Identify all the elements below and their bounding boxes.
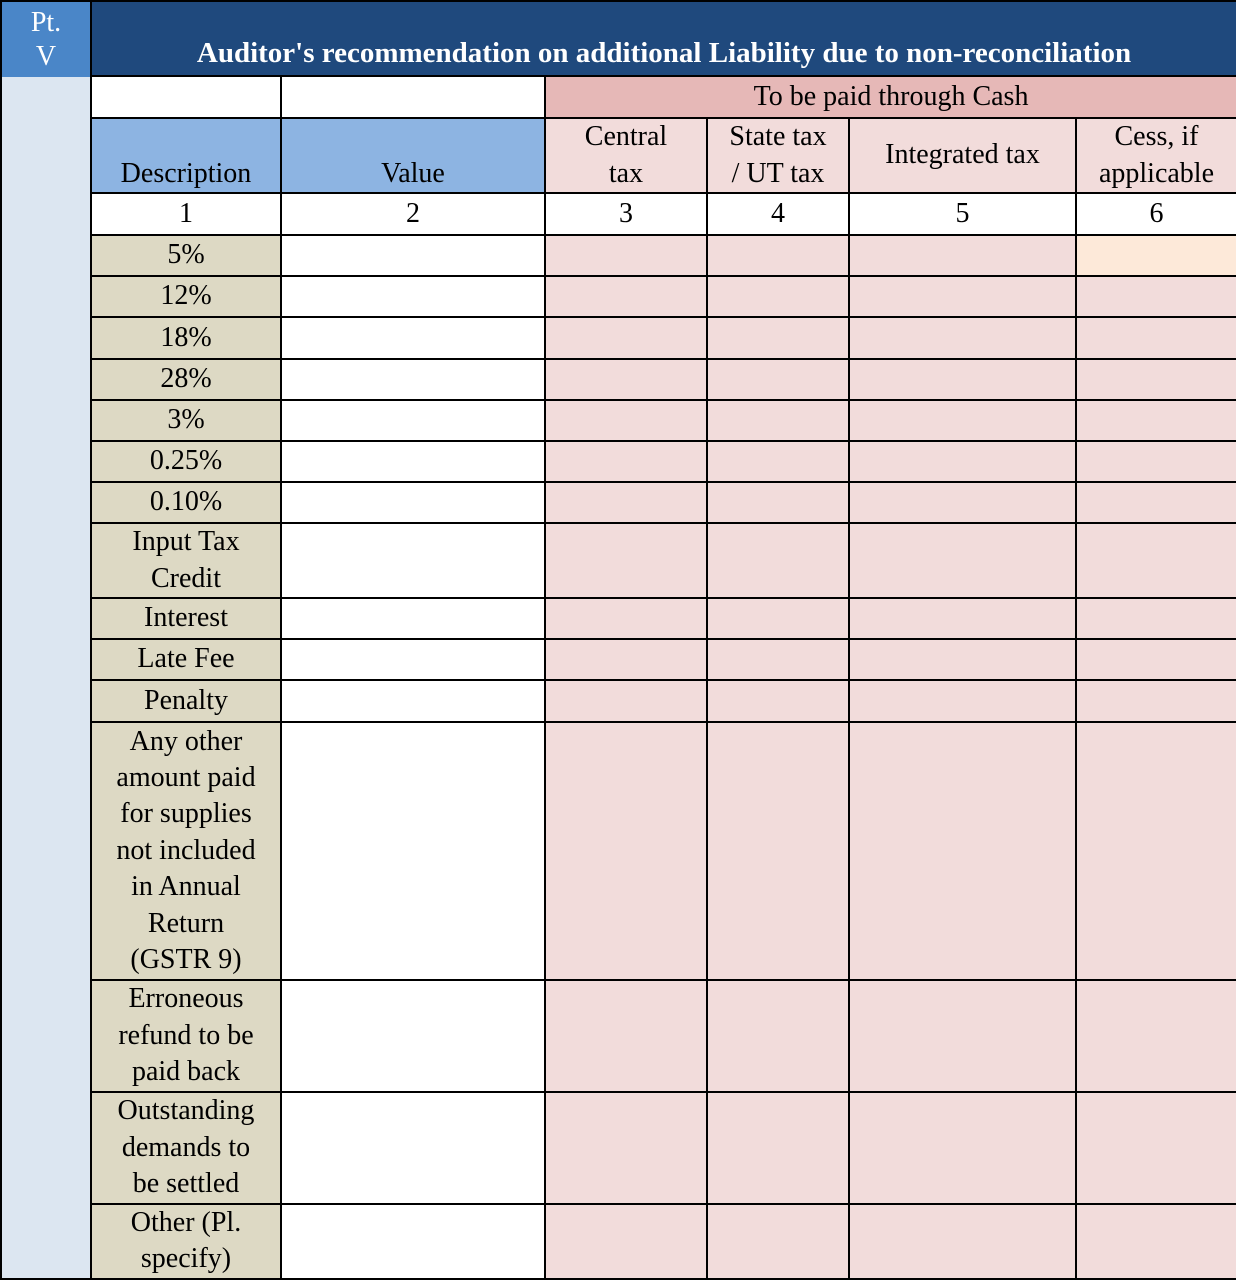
value-input-cell[interactable] (281, 722, 545, 980)
row-description-line: paid back (131, 1056, 241, 1088)
value-input-cell[interactable] (281, 317, 545, 359)
row-description-line: demands to (121, 1131, 251, 1163)
cess-input-cell[interactable] (1076, 680, 1236, 722)
integrated-tax-input-cell[interactable] (849, 523, 1076, 598)
integrated-tax-input-cell[interactable] (849, 359, 1076, 400)
integrated-tax-input-cell[interactable] (849, 722, 1076, 980)
state-tax-input-cell[interactable] (707, 1092, 849, 1204)
table-row (1, 276, 1236, 317)
value-input-cell[interactable] (281, 276, 545, 317)
part-tag (2, 2, 90, 77)
row-description-line: 5% (167, 239, 205, 271)
row-description (91, 276, 281, 317)
row-description-line: 3% (167, 404, 205, 436)
row-description-line: Erroneous (128, 983, 244, 1015)
part-tag-line1: Pt. (30, 6, 62, 38)
central-tax-header (545, 118, 707, 193)
row-description (91, 482, 281, 523)
column-number: 2 (281, 193, 545, 235)
table-row (1, 1092, 1236, 1204)
state-tax-input-cell[interactable] (707, 235, 849, 276)
row-description-line: Any other (129, 725, 243, 757)
column-number: 3 (545, 193, 707, 235)
cess-input-cell[interactable] (1076, 639, 1236, 680)
table-row (1, 235, 1236, 276)
table-row (1, 317, 1236, 359)
row-description-line: Outstanding (117, 1095, 255, 1127)
cess-input-cell[interactable] (1076, 523, 1236, 598)
row-description (91, 359, 281, 400)
row-description-line: be settled (132, 1168, 240, 1200)
row-description-line: refund to be (118, 1019, 254, 1051)
row-description-line: Penalty (144, 684, 228, 716)
state-tax-input-cell[interactable] (707, 441, 849, 482)
value-input-cell[interactable] (281, 980, 545, 1092)
state-tax-input-cell[interactable] (707, 639, 849, 680)
cess-input-cell[interactable] (1076, 980, 1236, 1092)
central-tax-input-cell[interactable] (545, 317, 707, 359)
central-tax-header-line2: tax (608, 157, 644, 189)
integrated-tax-input-cell[interactable] (849, 441, 1076, 482)
central-tax-input-cell[interactable] (545, 276, 707, 317)
row-description (91, 680, 281, 722)
row-description-line: Other (Pl. (130, 1207, 242, 1238)
value-input-cell[interactable] (281, 235, 545, 276)
state-tax-input-cell[interactable] (707, 482, 849, 523)
part-label-strip (1, 1, 91, 1279)
central-tax-input-cell[interactable] (545, 1092, 707, 1204)
row-description (91, 980, 281, 1092)
row-description-line: 18% (160, 321, 212, 353)
row-description (91, 523, 281, 598)
state-tax-input-cell[interactable] (707, 400, 849, 441)
integrated-tax-input-cell[interactable] (849, 482, 1076, 523)
state-tax-input-cell[interactable] (707, 722, 849, 980)
row-description-line: not included (116, 834, 256, 866)
table-row (1, 980, 1236, 1092)
row-description-line: Credit (151, 562, 221, 594)
row-description-line: 0.10% (149, 486, 223, 518)
cess-input-cell[interactable] (1076, 598, 1236, 639)
row-description (91, 639, 281, 680)
central-tax-input-cell[interactable] (545, 523, 707, 598)
table-row (1, 400, 1236, 441)
row-description (91, 598, 281, 639)
table-row (1, 722, 1236, 980)
central-tax-input-cell[interactable] (545, 359, 707, 400)
central-tax-input-cell[interactable] (545, 598, 707, 639)
cess-input-cell[interactable] (1076, 400, 1236, 441)
row-description-line: amount paid (116, 762, 256, 794)
table-title: Auditor's recommendation on additional Liability due to non-reconciliation (91, 1, 1236, 76)
value-input-cell[interactable] (281, 400, 545, 441)
blank-header-cell (91, 76, 281, 118)
integrated-tax-input-cell[interactable] (849, 680, 1076, 722)
table-row (1, 523, 1236, 598)
blank-header-cell (281, 76, 545, 118)
state-tax-input-cell[interactable] (707, 980, 849, 1092)
state-tax-input-cell[interactable] (707, 523, 849, 598)
cess-header (1076, 118, 1236, 193)
value-input-cell[interactable] (281, 639, 545, 680)
state-tax-header-line2: / UT tax (731, 157, 825, 189)
state-tax-input-cell[interactable] (707, 317, 849, 359)
row-description-line: in Annual (131, 871, 241, 903)
row-description (91, 1092, 281, 1204)
table-row (1, 359, 1236, 400)
row-description-line: 0.25% (149, 445, 223, 477)
row-description-line: Late Fee (137, 643, 235, 675)
state-tax-input-cell[interactable] (707, 598, 849, 639)
integrated-tax-input-cell[interactable] (849, 1092, 1076, 1204)
cess-input-cell[interactable] (1076, 235, 1236, 276)
cess-input-cell[interactable] (1076, 359, 1236, 400)
column-number: 4 (707, 193, 849, 235)
cash-header: To be paid through Cash (545, 76, 1236, 118)
integrated-tax-input-cell[interactable] (849, 980, 1076, 1092)
table-row (1, 598, 1236, 639)
row-description (91, 441, 281, 482)
value-input-cell[interactable] (281, 441, 545, 482)
row-description-line: Return (147, 907, 225, 939)
row-description (91, 400, 281, 441)
integrated-tax-input-cell[interactable] (849, 598, 1076, 639)
column-number: 6 (1076, 193, 1236, 235)
state-tax-input-cell[interactable] (707, 276, 849, 317)
value-input-cell[interactable] (281, 680, 545, 722)
row-description-line: 12% (160, 280, 212, 312)
central-tax-input-cell[interactable] (545, 639, 707, 680)
state-tax-header-line1: State tax (729, 121, 827, 153)
table-row (1, 639, 1236, 680)
row-description-line: (GSTR 9) (130, 943, 242, 975)
value-input-cell[interactable] (281, 359, 545, 400)
integrated-tax-input-cell[interactable] (849, 1204, 1076, 1279)
row-description (91, 722, 281, 980)
cess-input-cell[interactable] (1076, 1204, 1236, 1279)
central-tax-input-cell[interactable] (545, 400, 707, 441)
row-description-line: for supplies (120, 798, 252, 830)
row-description-line: 28% (160, 363, 212, 395)
central-tax-input-cell[interactable] (545, 235, 707, 276)
value-input-cell[interactable] (281, 1092, 545, 1204)
cess-input-cell[interactable] (1076, 722, 1236, 980)
value-input-cell[interactable] (281, 482, 545, 523)
cess-input-cell[interactable] (1076, 276, 1236, 317)
central-tax-input-cell[interactable] (545, 482, 707, 523)
value-input-cell[interactable] (281, 523, 545, 598)
column-number: 1 (91, 193, 281, 235)
description-header: Description (91, 118, 281, 193)
state-tax-input-cell[interactable] (707, 680, 849, 722)
cess-input-cell[interactable] (1076, 441, 1236, 482)
row-description-line: specify) (140, 1243, 232, 1275)
cess-input-cell[interactable] (1076, 317, 1236, 359)
integrated-tax-input-cell[interactable] (849, 235, 1076, 276)
table-row (1, 441, 1236, 482)
value-header: Value (281, 118, 545, 193)
cess-input-cell[interactable] (1076, 1092, 1236, 1204)
state-tax-input-cell[interactable] (707, 1204, 849, 1279)
central-tax-input-cell[interactable] (545, 980, 707, 1092)
value-input-cell[interactable] (281, 598, 545, 639)
integrated-tax-input-cell[interactable] (849, 400, 1076, 441)
central-tax-input-cell[interactable] (545, 680, 707, 722)
state-tax-header (707, 118, 849, 193)
row-description (91, 1204, 281, 1279)
central-tax-input-cell[interactable] (545, 1204, 707, 1279)
table-row (1, 1204, 1236, 1279)
column-number: 5 (849, 193, 1076, 235)
part-tag-line2: V (35, 40, 57, 72)
value-input-cell[interactable] (281, 1204, 545, 1279)
cess-header-line2: applicable (1098, 157, 1215, 189)
central-tax-input-cell[interactable] (545, 441, 707, 482)
central-tax-header-line1: Central (584, 121, 668, 153)
state-tax-input-cell[interactable] (707, 359, 849, 400)
table-row (1, 680, 1236, 722)
integrated-tax-input-cell[interactable] (849, 639, 1076, 680)
cess-header-line1: Cess, if (1114, 121, 1199, 153)
central-tax-input-cell[interactable] (545, 722, 707, 980)
integrated-tax-header: Integrated tax (849, 118, 1076, 193)
integrated-tax-input-cell[interactable] (849, 276, 1076, 317)
row-description (91, 317, 281, 359)
cess-input-cell[interactable] (1076, 482, 1236, 523)
table-row (1, 482, 1236, 523)
integrated-tax-input-cell[interactable] (849, 317, 1076, 359)
row-description-line: Input Tax (132, 526, 240, 558)
row-description (91, 235, 281, 276)
row-description-line: Interest (144, 602, 228, 634)
